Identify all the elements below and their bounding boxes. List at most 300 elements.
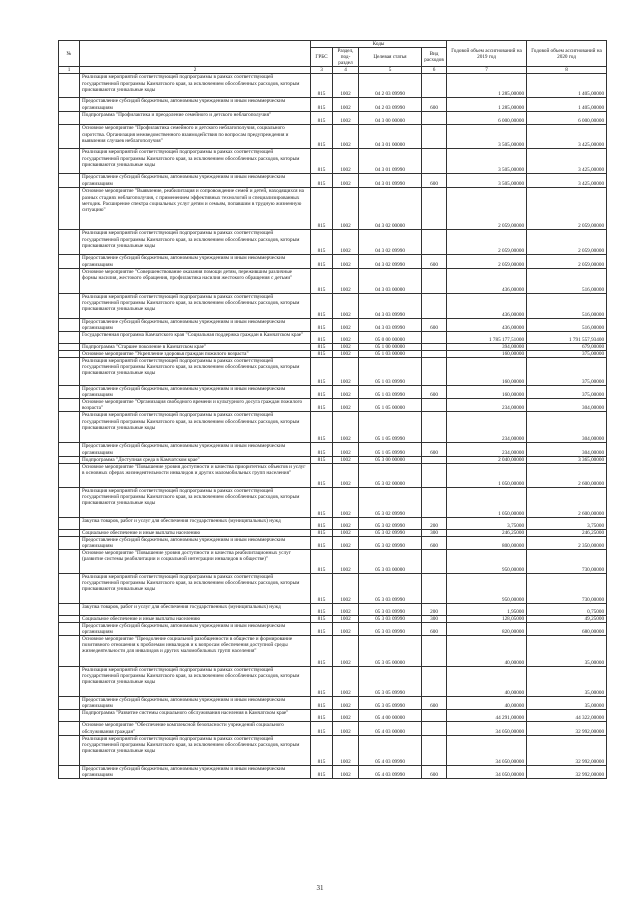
row-name: Реализация мероприятий соответствующей подпрограммы в рамках соответствующей государственной программы Камчатского края, за исключением обособленных расходов, которым присваиваются уникальные коды [80,149,311,174]
row-amount-2019: 950,00000 [447,549,527,573]
row-name: Закупка товаров, работ и услуг для обеспечения государственных (муниципальных) нужд [80,603,311,615]
row-target-article: 05 4 03 00000 [359,722,422,735]
row-grbs: 815 [311,529,333,536]
row-razdel: 1002 [333,149,359,174]
row-grbs: 815 [311,412,333,443]
row-amount-2019: 40,00000 [447,697,527,710]
row-name: Основное мероприятие "Повышение уровня доступности и качества реабилитационных услуг (развитие системы реабилитации и социальной интеграции инвалидов в обществе)" [80,549,311,573]
row-amount-2019: 234,00000 [447,412,527,443]
row-target-article: 05 0 00 00000 [359,331,422,343]
row-expense-type [422,636,447,667]
row-target-article: 04 3 02 00000 [359,188,422,230]
row-number [59,456,80,463]
row-amount-2019: 160,00000 [447,386,527,399]
row-amount-2019: 436,00000 [447,268,527,293]
row-amount-2020: 6 000,00000 [527,112,607,125]
row-amount-2019: 160,00000 [447,350,527,357]
column-index-row [59,67,607,74]
row-razdel: 1002 [333,623,359,636]
row-expense-type [422,399,447,412]
row-name: Закупка товаров, работ и услуг для обеспечения государственных (муниципальных) нужд [80,517,311,529]
row-amount-2020: 2 059,00000 [527,230,607,255]
row-name: Предоставление субсидий бюджетным, автономным учреждениям и иным некоммерческим организациям [80,697,311,710]
row-grbs: 815 [311,615,333,622]
row-expense-type [422,350,447,357]
row-amount-2019: 34 050,00000 [447,722,527,735]
table-row [59,112,607,125]
row-amount-2020: 1 791 557,93400 [527,331,607,343]
row-razdel: 1002 [333,268,359,293]
row-razdel: 1002 [333,293,359,318]
row-amount-2019: 800,00000 [447,536,527,549]
row-grbs: 815 [311,456,333,463]
row-amount-2020: 2 059,00000 [527,188,607,230]
table-body [59,74,607,778]
row-amount-2020: 2 600,00000 [527,487,607,517]
row-name: Предоставление субсидий бюджетным, автономным учреждениям и иным некоммерческим организациям [80,98,311,112]
row-amount-2020: 3 365,00000 [527,456,607,463]
row-number [59,615,80,622]
row-razdel: 1002 [333,412,359,443]
row-grbs: 815 [311,318,333,331]
row-grbs: 815 [311,174,333,188]
row-amount-2020: 3 425,00000 [527,125,607,149]
row-name: Реализация мероприятий соответствующей подпрограммы в рамках соответствующей государственной программы Камчатского края, за исключением обособленных расходов, которым присваиваются уникальные коды [80,293,311,318]
row-name: Социальное обеспечение и иные выплаты населению [80,529,311,536]
row-razdel: 1002 [333,230,359,255]
row-amount-2019: 436,00000 [447,293,527,318]
row-name: Основное мероприятие "Повышение уровня доступности и качества приоритетных объектов и услуг в основных сферах жизнедеятельности инвалидов и других маломобильных групп населения" [80,463,311,487]
row-name: Предоставление субсидий бюджетным, автономным учреждениям и иным некоммерческим организациям [80,386,311,399]
row-target-article: 05 3 03 09990 [359,615,422,622]
table-row [59,318,607,331]
row-target-article: 05 3 02 09990 [359,536,422,549]
row-expense-type [422,710,447,722]
row-grbs: 815 [311,487,333,517]
table-row [59,456,607,463]
row-target-article: 04 3 00 00000 [359,112,422,125]
row-grbs: 815 [311,765,333,778]
row-amount-2019: 246,25000 [447,529,527,536]
row-amount-2019: 2 059,00000 [447,255,527,268]
row-target-article: 04 2 03 09990 [359,74,422,98]
table-row [59,623,607,636]
row-target-article: 05 4 00 00000 [359,710,422,722]
row-razdel: 1002 [333,343,359,350]
row-razdel: 1002 [333,386,359,399]
row-razdel: 1002 [333,765,359,778]
row-amount-2020: 375,00000 [527,358,607,386]
row-number [59,722,80,735]
row-name: Предоставление субсидий бюджетным, автономным учреждениям и иным некоммерческим организациям [80,255,311,268]
column-index: 3 [311,67,333,74]
row-number [59,529,80,536]
row-expense-type [422,735,447,765]
row-number [59,573,80,603]
row-amount-2020: 304,00000 [527,412,607,443]
row-grbs: 815 [311,331,333,343]
row-target-article: 04 3 01 09990 [359,149,422,174]
table-row [59,615,607,622]
row-expense-type [422,125,447,149]
row-amount-2019: 40,00000 [447,636,527,667]
row-amount-2019: 6 000,00000 [447,112,527,125]
row-expense-type [422,573,447,603]
row-amount-2020: 1 405,00000 [527,98,607,112]
row-razdel: 1002 [333,697,359,710]
row-grbs: 815 [311,386,333,399]
table-row [59,268,607,293]
row-name: Основное мероприятие "Совершенствование оказания помощи детям, пережившим различные формы насилия, жестокого обращения, профилактика насилия жестокого обращения с детьми" [80,268,311,293]
table-row [59,386,607,399]
row-number [59,386,80,399]
row-number [59,331,80,343]
row-amount-2020: 2 350,00000 [527,536,607,549]
row-amount-2020: 516,00000 [527,293,607,318]
row-expense-type [422,331,447,343]
row-razdel: 1002 [333,573,359,603]
header-celevaya: Целевая статья [359,48,422,67]
row-expense-type: 600 [422,255,447,268]
row-amount-2020: 1 405,00000 [527,74,607,98]
row-target-article: 04 3 03 09990 [359,318,422,331]
row-expense-type: 600 [422,623,447,636]
row-expense-type: 600 [422,443,447,456]
row-amount-2020: 2 600,00000 [527,463,607,487]
row-expense-type [422,268,447,293]
row-name: Подпрограмма "Доступная среда в Камчатском крае" [80,456,311,463]
table-row [59,636,607,667]
row-expense-type [422,358,447,386]
row-amount-2019: 34 050,00000 [447,735,527,765]
row-expense-type [422,722,447,735]
row-amount-2020: 680,00000 [527,623,607,636]
row-amount-2020: 679,00000 [527,343,607,350]
row-target-article: 05 1 03 00000 [359,350,422,357]
row-name: Предоставление субсидий бюджетным, автономным учреждениям и иным некоммерческим организациям [80,536,311,549]
row-name: Предоставление субсидий бюджетным, автономным учреждениям и иным некоммерческим организациям [80,765,311,778]
row-razdel: 1002 [333,74,359,98]
row-number [59,188,80,230]
table-row [59,722,607,735]
row-amount-2020: 49,25000 [527,615,607,622]
header-sum-2020: Годовой объем ассигнований на 2020 год [527,41,607,67]
row-grbs: 815 [311,230,333,255]
row-name: Подпрограмма "Старшее поколение в Камчатском крае" [80,343,311,350]
row-expense-type: 200 [422,603,447,615]
row-target-article: 05 1 00 00000 [359,343,422,350]
row-amount-2019: 40,00000 [447,667,527,697]
table-row [59,125,607,149]
row-name: Основное мероприятие "Организация свободного времени и культурного досуга граждан пожилого возраста" [80,399,311,412]
row-razdel: 1002 [333,255,359,268]
row-amount-2020: 516,00000 [527,268,607,293]
row-number [59,255,80,268]
row-grbs: 815 [311,268,333,293]
row-target-article: 05 3 02 09990 [359,487,422,517]
row-razdel: 1002 [333,331,359,343]
table-row [59,174,607,188]
table-row [59,399,607,412]
row-amount-2019: 3,75000 [447,517,527,529]
row-razdel: 1002 [333,667,359,697]
row-number [59,174,80,188]
row-number [59,230,80,255]
row-razdel: 1002 [333,710,359,722]
row-amount-2019: 160,00000 [447,358,527,386]
row-amount-2020: 375,00000 [527,386,607,399]
row-amount-2019: 1 285,00000 [447,74,527,98]
row-grbs: 815 [311,98,333,112]
row-grbs: 815 [311,399,333,412]
table-row [59,536,607,549]
row-amount-2019: 1 285,00000 [447,98,527,112]
table-header [59,41,607,74]
row-number [59,399,80,412]
row-amount-2020: 304,00000 [527,443,607,456]
row-number [59,765,80,778]
row-razdel: 1002 [333,636,359,667]
header-num: № [59,41,80,67]
row-number [59,443,80,456]
row-grbs: 815 [311,343,333,350]
row-razdel: 1002 [333,112,359,125]
row-grbs: 815 [311,293,333,318]
row-expense-type [422,487,447,517]
row-grbs: 815 [311,710,333,722]
row-razdel: 1002 [333,318,359,331]
row-name: Социальное обеспечение и иные выплаты населению [80,615,311,622]
row-expense-type: 600 [422,765,447,778]
header-name [80,41,311,67]
row-target-article: 05 3 02 09990 [359,529,422,536]
row-amount-2019: 34 050,00000 [447,765,527,778]
table-row [59,517,607,529]
row-expense-type: 600 [422,697,447,710]
row-razdel: 1002 [333,487,359,517]
row-number [59,125,80,149]
row-expense-type [422,188,447,230]
row-target-article: 05 1 03 09990 [359,358,422,386]
row-number [59,697,80,710]
row-name: Реализация мероприятий соответствующей подпрограммы в рамках соответствующей государственной программы Камчатского края, за исключением обособленных расходов, которым присваиваются уникальные коды [80,412,311,443]
row-amount-2020: 3,75000 [527,517,607,529]
row-target-article: 05 4 03 09990 [359,765,422,778]
row-target-article: 04 3 03 09990 [359,293,422,318]
row-name: Подпрограмма "Развитие системы социального обслуживания населения в Камчатском крае" [80,710,311,722]
row-grbs: 815 [311,255,333,268]
row-amount-2020: 32 992,00000 [527,722,607,735]
table-row [59,735,607,765]
row-amount-2019: 128,05000 [447,615,527,622]
row-amount-2020: 3 425,00000 [527,174,607,188]
table-row [59,603,607,615]
row-amount-2020: 35,00000 [527,667,607,697]
table-row [59,549,607,573]
row-number [59,517,80,529]
row-target-article: 05 1 05 09990 [359,412,422,443]
page-number: 31 [316,884,324,892]
table-row [59,98,607,112]
row-amount-2019: 2 040,00000 [447,456,527,463]
row-name: Основное мероприятие "Профилактика семейного и детского неблагополучия, социального сиротства. Организация межведомственного взаимодействия по вопросам предупреждения и выявления случаев неблагополучия" [80,125,311,149]
row-amount-2019: 2 059,00000 [447,230,527,255]
row-amount-2020: 375,00000 [527,350,607,357]
row-amount-2019: 44 291,00000 [447,710,527,722]
row-name: Реализация мероприятий соответствующей подпрограммы в рамках соответствующей государственной программы Камчатского края, за исключением обособленных расходов, которым присваиваются уникальные коды [80,735,311,765]
column-index: 6 [422,67,447,74]
row-amount-2019: 1 050,00000 [447,463,527,487]
row-number [59,74,80,98]
row-name: Реализация мероприятий соответствующей подпрограммы в рамках соответствующей государственной программы Камчатского края, за исключением обособленных расходов, которым присваиваются уникальные коды [80,74,311,98]
row-target-article: 05 3 00 00000 [359,456,422,463]
row-grbs: 815 [311,149,333,174]
row-grbs: 815 [311,188,333,230]
row-name: Основное мероприятие "Преодоление социальной разобщенности в обществе и формирование позитивного отношения к проблемам инвалидов и к вопросам обеспечения доступной среды жизнедеятельности для инвалидов и других маломобильных групп населения" [80,636,311,667]
row-number [59,463,80,487]
row-razdel: 1002 [333,358,359,386]
row-amount-2020: 2 059,00000 [527,255,607,268]
row-number [59,318,80,331]
row-grbs: 815 [311,536,333,549]
row-target-article: 04 3 03 00000 [359,268,422,293]
row-number [59,536,80,549]
table-row [59,255,607,268]
row-name: Предоставление субсидий бюджетным, автономным учреждениям и иным некоммерческим организациям [80,174,311,188]
table-row [59,765,607,778]
row-expense-type: 600 [422,386,447,399]
row-razdel: 1002 [333,536,359,549]
row-target-article: 05 1 03 09990 [359,386,422,399]
row-grbs: 815 [311,443,333,456]
row-razdel: 1002 [333,98,359,112]
row-grbs: 815 [311,573,333,603]
row-target-article: 04 3 02 09990 [359,255,422,268]
row-expense-type [422,230,447,255]
row-expense-type [422,343,447,350]
row-amount-2020: 44 322,00000 [527,710,607,722]
row-amount-2020: 304,00000 [527,399,607,412]
row-razdel: 1002 [333,456,359,463]
row-expense-type: 600 [422,98,447,112]
table-row [59,573,607,603]
row-expense-type: 200 [422,517,447,529]
row-target-article: 05 4 03 09990 [359,735,422,765]
row-target-article: 05 1 05 09990 [359,443,422,456]
row-target-article: 05 1 05 00000 [359,399,422,412]
table-row [59,529,607,536]
row-amount-2020: 0,75000 [527,603,607,615]
row-number [59,487,80,517]
row-target-article: 05 3 05 09990 [359,697,422,710]
row-name: Основное мероприятие "Выявление, реабилитация и сопровождение семей и детей, находящихся на разных стадиях неблагополучия, с применением эффективных технологий и специализированных методик. Расширение спектра социальных услуг детям и семьям, попавшим в трудную жизненную ситуацию" [80,188,311,230]
row-amount-2019: 234,00000 [447,443,527,456]
row-amount-2020: 3 425,00000 [527,149,607,174]
row-amount-2019: 1,95000 [447,603,527,615]
row-razdel: 1002 [333,722,359,735]
row-grbs: 815 [311,358,333,386]
row-grbs: 815 [311,603,333,615]
row-grbs: 815 [311,125,333,149]
row-amount-2020: 246,25000 [527,529,607,536]
table-row [59,487,607,517]
row-expense-type: 600 [422,536,447,549]
table-row [59,710,607,722]
row-amount-2019: 950,00000 [447,573,527,603]
table-row [59,230,607,255]
row-razdel: 1002 [333,350,359,357]
row-razdel: 1002 [333,174,359,188]
row-expense-type [422,412,447,443]
column-index: 5 [359,67,422,74]
row-grbs: 815 [311,636,333,667]
row-expense-type: 600 [422,174,447,188]
row-razdel: 1002 [333,735,359,765]
row-razdel: 1002 [333,188,359,230]
row-amount-2020: 32 992,00000 [527,765,607,778]
header-grbs: ГРБС [311,48,333,67]
table-row [59,74,607,98]
row-expense-type: 300 [422,529,447,536]
table-row [59,149,607,174]
row-razdel: 1002 [333,517,359,529]
row-name: Предоставление субсидий бюджетным, автономным учреждениям и иным некоммерческим организациям [80,443,311,456]
row-expense-type [422,456,447,463]
row-number [59,293,80,318]
row-grbs: 815 [311,517,333,529]
row-expense-type: 600 [422,318,447,331]
row-grbs: 815 [311,112,333,125]
row-razdel: 1002 [333,399,359,412]
row-amount-2020: 730,00000 [527,573,607,603]
header-codes: Коды [311,41,447,48]
row-name: Реализация мероприятий соответствующей подпрограммы в рамках соответствующей государственной программы Камчатского края, за исключением обособленных расходов, которым присваиваются уникальные коды [80,487,311,517]
row-number [59,149,80,174]
row-amount-2019: 2 059,00000 [447,188,527,230]
row-target-article: 05 3 02 09990 [359,517,422,529]
row-grbs: 815 [311,697,333,710]
row-target-article: 05 3 05 09990 [359,667,422,697]
row-amount-2019: 3 505,00000 [447,174,527,188]
row-razdel: 1002 [333,529,359,536]
table-row [59,188,607,230]
column-index: 8 [527,67,607,74]
table-row [59,293,607,318]
row-expense-type [422,74,447,98]
table-row [59,331,607,343]
row-expense-type [422,549,447,573]
row-name: Реализация мероприятий соответствующей подпрограммы в рамках соответствующей государственной программы Камчатского края, за исключением обособленных расходов, которым присваиваются уникальные коды [80,573,311,603]
table-row [59,412,607,443]
row-target-article: 05 3 03 09990 [359,623,422,636]
row-expense-type [422,463,447,487]
table-row [59,443,607,456]
row-razdel: 1002 [333,549,359,573]
row-grbs: 815 [311,350,333,357]
row-number [59,667,80,697]
row-razdel: 1002 [333,615,359,622]
row-target-article: 04 2 03 09990 [359,98,422,112]
row-name: Реализация мероприятий соответствующей подпрограммы в рамках соответствующей государственной программы Камчатского края, за исключением обособленных расходов, которым присваиваются уникальные коды [80,358,311,386]
row-amount-2019: 3 505,00000 [447,149,527,174]
row-name: Государственная программа Камчатского края "Социальная поддержка граждан в Камчатском крае" [80,331,311,343]
row-target-article: 05 3 02 00000 [359,463,422,487]
row-number [59,735,80,765]
row-amount-2019: 234,00000 [447,399,527,412]
row-target-article: 05 3 03 00000 [359,549,422,573]
row-razdel: 1002 [333,443,359,456]
row-number [59,112,80,125]
